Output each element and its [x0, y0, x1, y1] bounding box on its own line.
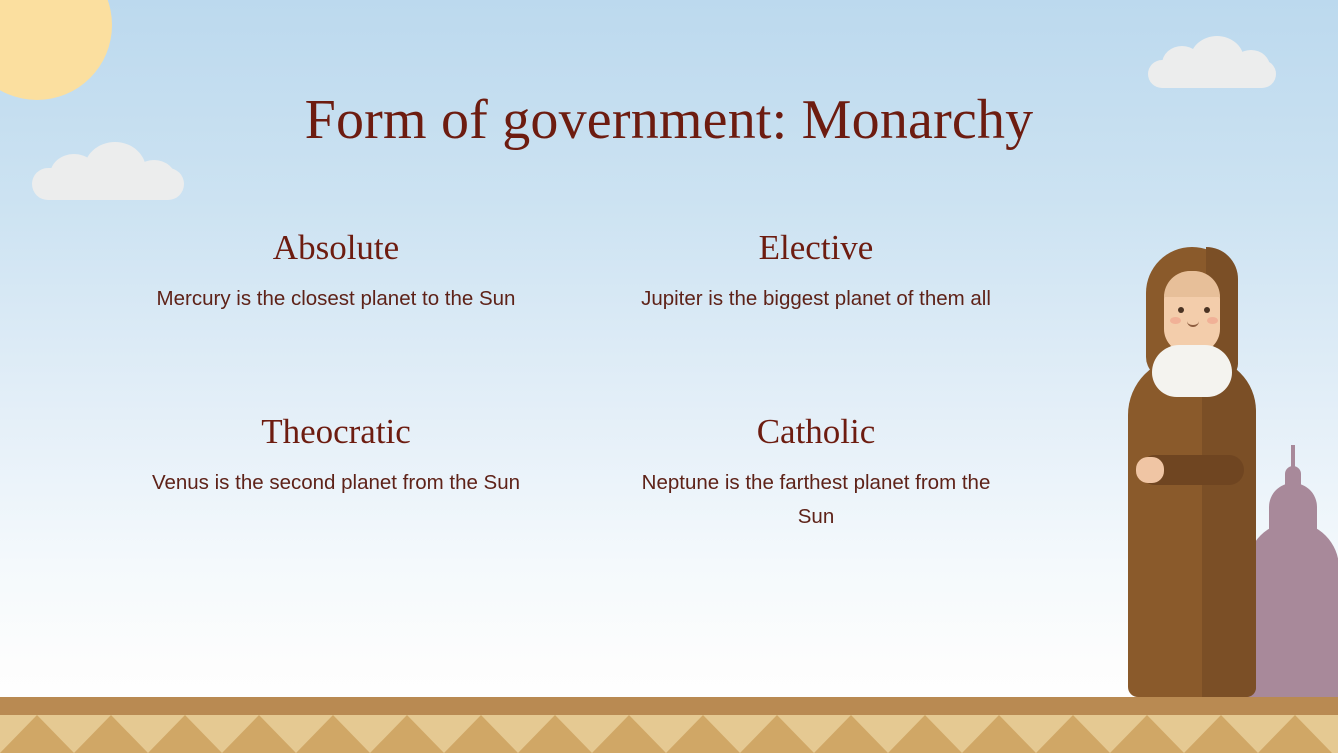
content-row — [96, 412, 1056, 552]
cell-heading: Catholic — [756, 411, 876, 451]
zigzag-pattern — [0, 715, 1338, 753]
cloud-puff — [1232, 50, 1270, 84]
floor-pattern-band — [0, 715, 1338, 753]
page-title: Form of government: Monarchy — [304, 89, 1034, 151]
content-cell-theocratic — [96, 412, 576, 552]
nun-illustration — [1118, 237, 1268, 697]
cloud-icon — [1148, 36, 1276, 86]
cell-body: Mercury is the closest planet to the Sun — [156, 287, 516, 310]
nun-cheek-left — [1170, 317, 1181, 324]
content-grid — [96, 228, 1056, 551]
nun-cheek-right — [1207, 317, 1218, 324]
floor-band — [0, 697, 1338, 715]
cell-heading: Absolute — [272, 228, 400, 267]
nun-hand — [1136, 457, 1164, 483]
content-row — [96, 228, 1056, 334]
cell-body: Jupiter is the biggest planet of them all — [641, 287, 991, 310]
cloud-puff — [132, 160, 176, 198]
content-cell-catholic — [576, 412, 1056, 552]
content-cell-elective — [576, 228, 1056, 334]
cell-heading: Elective — [758, 228, 874, 267]
cell-body: Venus is the second planet from the Sun — [151, 470, 521, 494]
cell-body: Neptune is the farthest planet from the Sun — [641, 470, 991, 528]
sun-icon — [0, 0, 112, 100]
nun-eye-left — [1178, 307, 1184, 313]
nun-eye-right — [1204, 307, 1210, 313]
dome-spire — [1291, 445, 1295, 469]
nun-collar — [1152, 345, 1232, 397]
dome-neck — [1285, 466, 1301, 492]
nun-robe-shadow — [1202, 357, 1256, 697]
content-cell-absolute — [96, 228, 576, 334]
cell-heading: Theocratic — [261, 411, 411, 451]
